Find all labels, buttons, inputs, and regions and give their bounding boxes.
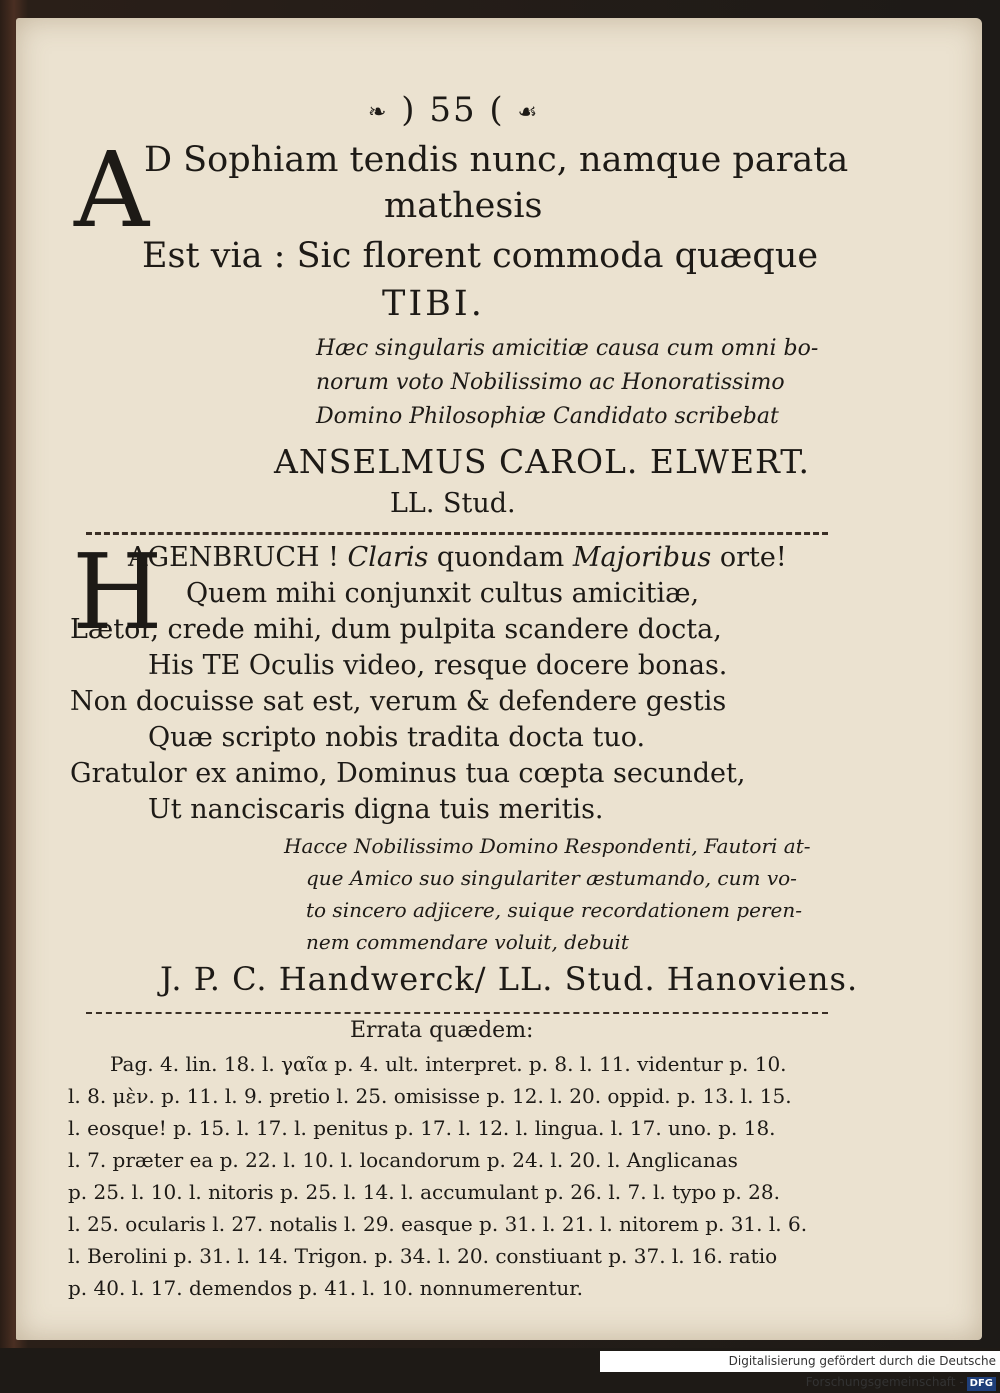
poem1-line-2: mathesis <box>384 186 543 226</box>
divider-rule-1 <box>86 532 828 535</box>
running-head <box>368 90 539 130</box>
poem1-line-3: Est via : Sic florent commoda quæque <box>142 236 819 276</box>
errata-line-6: l. 25. ocularis l. 27. notalis l. 29. easque p. 31. l. 21. l. nitorem p. 31. l. 6. <box>68 1212 808 1236</box>
dfg-logo: DFG <box>967 1377 996 1391</box>
poem2-line-1-c: quondam <box>428 542 573 573</box>
poem2-line-1-b: Claris <box>347 542 429 573</box>
poem1-dedication-line-2: norum voto Nobilissimo ac Honoratissimo <box>316 370 785 395</box>
poem2-dedication-line-1: Hacce Nobilissimo Domino Respondenti, Fautori at- <box>284 834 811 858</box>
poem1-dropcap: A <box>74 129 150 251</box>
poem2-author: J. P. C. Handwerck/ LL. Stud. Hanoviens. <box>160 960 859 998</box>
errata-line-4: l. 7. præter ea p. 22. l. 10. l. locandorum p. 24. l. 20. l. Anglicanas <box>68 1148 738 1172</box>
poem1-line-1: D Sophiam tendis nunc, namque parata <box>144 140 849 180</box>
poem2-line-1 <box>128 542 787 573</box>
poem2-line-2: Quem mihi conjunxit cultus amicitiæ, <box>186 578 700 609</box>
poem2-dedication-line-4: nem commendare voluit, debuit <box>306 930 629 954</box>
poem2-line-4: His TE Oculis video, resque docere bonas. <box>148 650 728 681</box>
poem1-dedication-line-1: Hæc singularis amicitiæ causa cum omni bo- <box>316 336 819 361</box>
poem2-line-1-a: AGENBRUCH ! <box>128 542 348 573</box>
errata-line-2: l. 8. μὲν. p. 11. l. 9. pretio l. 25. omisisse p. 12. l. 20. oppid. p. 13. l. 15. <box>68 1084 792 1108</box>
poem1-author-title: LL. Stud. <box>390 488 516 519</box>
digitization-footer <box>600 1351 1000 1389</box>
errata-line-1: Pag. 4. lin. 18. l. γαῖα p. 4. ult. interpret. p. 8. l. 11. videntur p. 10. <box>110 1052 787 1076</box>
poem2-line-1-e: orte! <box>711 542 787 573</box>
poem2-line-5: Non docuisse sat est, verum & defendere gestis <box>70 686 727 717</box>
divider-rule-2 <box>86 1012 828 1014</box>
book-page <box>16 18 982 1340</box>
poem2-line-6: Quæ scripto nobis tradita docta tuo. <box>148 722 646 753</box>
poem2-dedication-line-2: que Amico suo singulariter æstumando, cum vo- <box>306 866 797 890</box>
errata-title: Errata quædem: <box>350 1018 534 1043</box>
poem2-line-3: Lætor, crede mihi, dum pulpita scandere docta, <box>70 614 722 645</box>
errata-line-5: p. 25. l. 10. l. nitoris p. 25. l. 14. l. accumulant p. 26. l. 7. l. typo p. 28. <box>68 1180 780 1204</box>
poem1-dedication-line-3: Domino Philosophiæ Candidato scribebat <box>316 404 779 429</box>
errata-line-3: l. eosque! p. 15. l. 17. l. penitus p. 17. l. 12. l. lingua. l. 17. uno. p. 18. <box>68 1116 776 1140</box>
errata-line-8: p. 40. l. 17. demendos p. 41. l. 10. nonnumerentur. <box>68 1276 583 1300</box>
poem2-dedication-line-3: to sincero adjicere, suique recordationem peren- <box>306 898 802 922</box>
poem1-line-4: TIBI. <box>382 284 485 324</box>
poem2-line-1-d: Majoribus <box>572 542 712 573</box>
errata-line-7: l. Berolini p. 31. l. 14. Trigon. p. 34. l. 20. constiuant p. 37. l. 16. ratio <box>68 1244 778 1268</box>
fleuron-left-icon: ❧ <box>368 99 389 125</box>
page-number: ) 55 ( <box>401 90 505 130</box>
poem2-dropcap: H <box>72 531 163 653</box>
fleuron-right-icon: ☙ <box>517 99 540 125</box>
poem2-line-8: Ut nanciscaris digna tuis meritis. <box>148 794 604 825</box>
footer-text: Digitalisierung gefördert durch die Deutsche Forschungsgemeinschaft - <box>728 1354 996 1389</box>
poem2-line-7: Gratulor ex animo, Dominus tua cœpta secundet, <box>70 758 746 789</box>
poem1-author: ANSELMUS CAROL. ELWERT. <box>274 442 810 481</box>
